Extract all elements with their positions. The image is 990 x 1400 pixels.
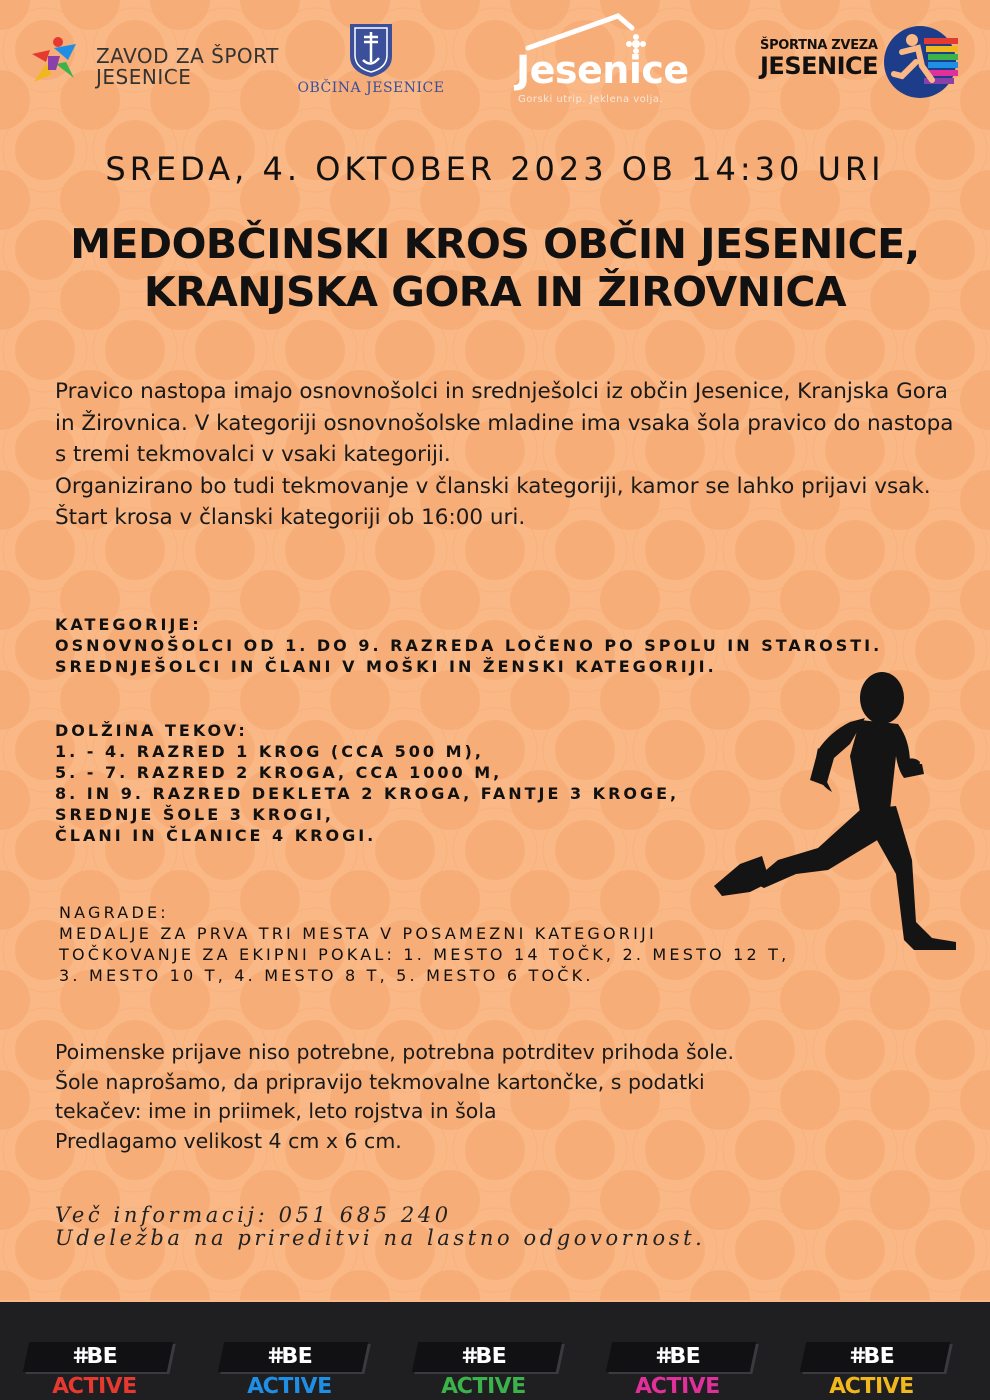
race-length-line: 8. IN 9. RAZRED DEKLETA 2 KROGA, FANTJE 3 KROGE, — [55, 784, 680, 803]
beactive-badge[interactable] — [218, 1342, 368, 1399]
race-length-line: 5. - 7. RAZRED 2 KROGA, CCA 1000 M, — [55, 763, 503, 782]
obcina-label: OBČINA JESENICE — [297, 80, 445, 96]
badge-word: ACTIVE — [826, 1374, 917, 1399]
categories-line: SREDNJEŠOLCI IN ČLANI V MOŠKI IN ŽENSKI KATEGORIJI. — [55, 657, 717, 676]
badge-word: ACTIVE — [244, 1374, 335, 1399]
title-line1: MEDOBČINSKI KROS OBČIN JESENICE, — [70, 220, 920, 268]
badge-word: ACTIVE — [49, 1374, 140, 1399]
sportna-zveza-line1: ŠPORTNA ZVEZA — [760, 38, 878, 53]
intro-paragraph-1: Pravico nastopa imajo osnovnošolci in srednješolci iz občin Jesenice, Kranjska Gora in Žirovnica. V kategoriji osnovnošolske mladine ima vsaka šola pravico do nastopa s tremi tekmovalci v vsaki kategoriji. — [55, 379, 954, 467]
contact-phone[interactable]: Več informacij: 051 685 240 — [55, 1203, 452, 1227]
runner-circle-logo-icon — [880, 22, 960, 100]
zavod-za-sport-logo[interactable] — [26, 34, 296, 94]
star-person-logo-icon — [26, 34, 82, 90]
registration-line: Poimenske prijave niso potrebne, potrebna potrditev prihoda šole. — [55, 1040, 735, 1064]
event-title — [0, 220, 990, 316]
registration-notes — [55, 1038, 955, 1156]
badge-word: ACTIVE — [438, 1374, 529, 1399]
badge-hash: #BE — [69, 1344, 121, 1369]
obcina-jesenice-logo[interactable] — [296, 22, 446, 102]
race-length-line: ČLANI IN ČLANICE 4 KROGI. — [55, 826, 377, 845]
beactive-badge[interactable] — [606, 1342, 756, 1399]
badge-hash: #BE — [652, 1344, 704, 1369]
prizes-line: TOČKOVANJE ZA EKIPNI POKAL: 1. MESTO 14 TOČK, 2. MESTO 12 T, — [59, 945, 790, 964]
sportna-zveza-line2: JESENICE — [760, 52, 879, 80]
event-date: SREDA, 4. OKTOBER 2023 OB 14:30 URI — [105, 150, 885, 188]
prizes-heading: NAGRADE: — [59, 903, 169, 922]
categories-heading: KATEGORIJE: — [55, 615, 202, 634]
jesenice-brand-logo[interactable] — [510, 10, 695, 105]
registration-line: Šole naprošamo, da pripravijo tekmovalne kartončke, s podatki — [55, 1069, 705, 1094]
race-length-line: SREDNJE ŠOLE 3 KROGI, — [55, 805, 334, 824]
badge-hash: #BE — [264, 1344, 316, 1369]
logo-row — [0, 0, 990, 110]
beactive-badge[interactable] — [23, 1342, 173, 1399]
beactive-badge[interactable] — [800, 1342, 950, 1399]
intro-paragraph-2: Organizirano bo tudi tekmovanje v članski kategoriji, kamor se lahko prijavi vsak. Štart krosa v članski kategoriji ob 16:00 uri. — [55, 473, 931, 530]
contact-info — [55, 1204, 705, 1250]
registration-line: tekačev: ime in priimek, leto rojstva in šola — [55, 1099, 497, 1123]
footer-bar — [0, 1302, 990, 1400]
crest-icon — [346, 22, 396, 78]
race-length-line: 1. - 4. RAZRED 1 KROG (CCA 500 M), — [55, 742, 484, 761]
prizes-line: 3. MESTO 10 T, 4. MESTO 8 T, 5. MESTO 6 TOČK. — [59, 966, 594, 985]
prizes-section — [59, 902, 789, 986]
jesenice-tagline: Gorski utrip. Jeklena volja. — [518, 94, 664, 105]
registration-line: Predlagamo velikost 4 cm x 6 cm. — [55, 1128, 402, 1153]
intro-text — [55, 376, 955, 534]
race-length-section — [55, 720, 679, 846]
beactive-badge[interactable] — [412, 1342, 562, 1399]
badge-word: ACTIVE — [632, 1374, 723, 1399]
badge-hash: #BE — [458, 1344, 510, 1369]
zavod-line2: JESENICE — [96, 65, 192, 89]
categories-line: OSNOVNOŠOLCI OD 1. DO 9. RAZREDA LOČENO PO SPOLU IN STAROSTI. — [55, 636, 883, 655]
zavod-line1: ZAVOD ZA ŠPORT — [96, 44, 279, 68]
sportna-zveza-logo[interactable] — [760, 22, 960, 100]
title-line2: KRANJSKA GORA IN ŽIROVNICA — [143, 268, 847, 316]
prizes-line: MEDALJE ZA PRVA TRI MESTA V POSAMEZNI KATEGORIJI — [59, 924, 657, 943]
badge-hash: #BE — [846, 1344, 898, 1369]
jesenice-wordmark: Jesenice — [516, 48, 689, 92]
disclaimer: Udeležba na prireditvi na lastno odgovornost. — [55, 1226, 706, 1250]
race-length-heading: DOLŽINA TEKOV: — [55, 721, 248, 740]
